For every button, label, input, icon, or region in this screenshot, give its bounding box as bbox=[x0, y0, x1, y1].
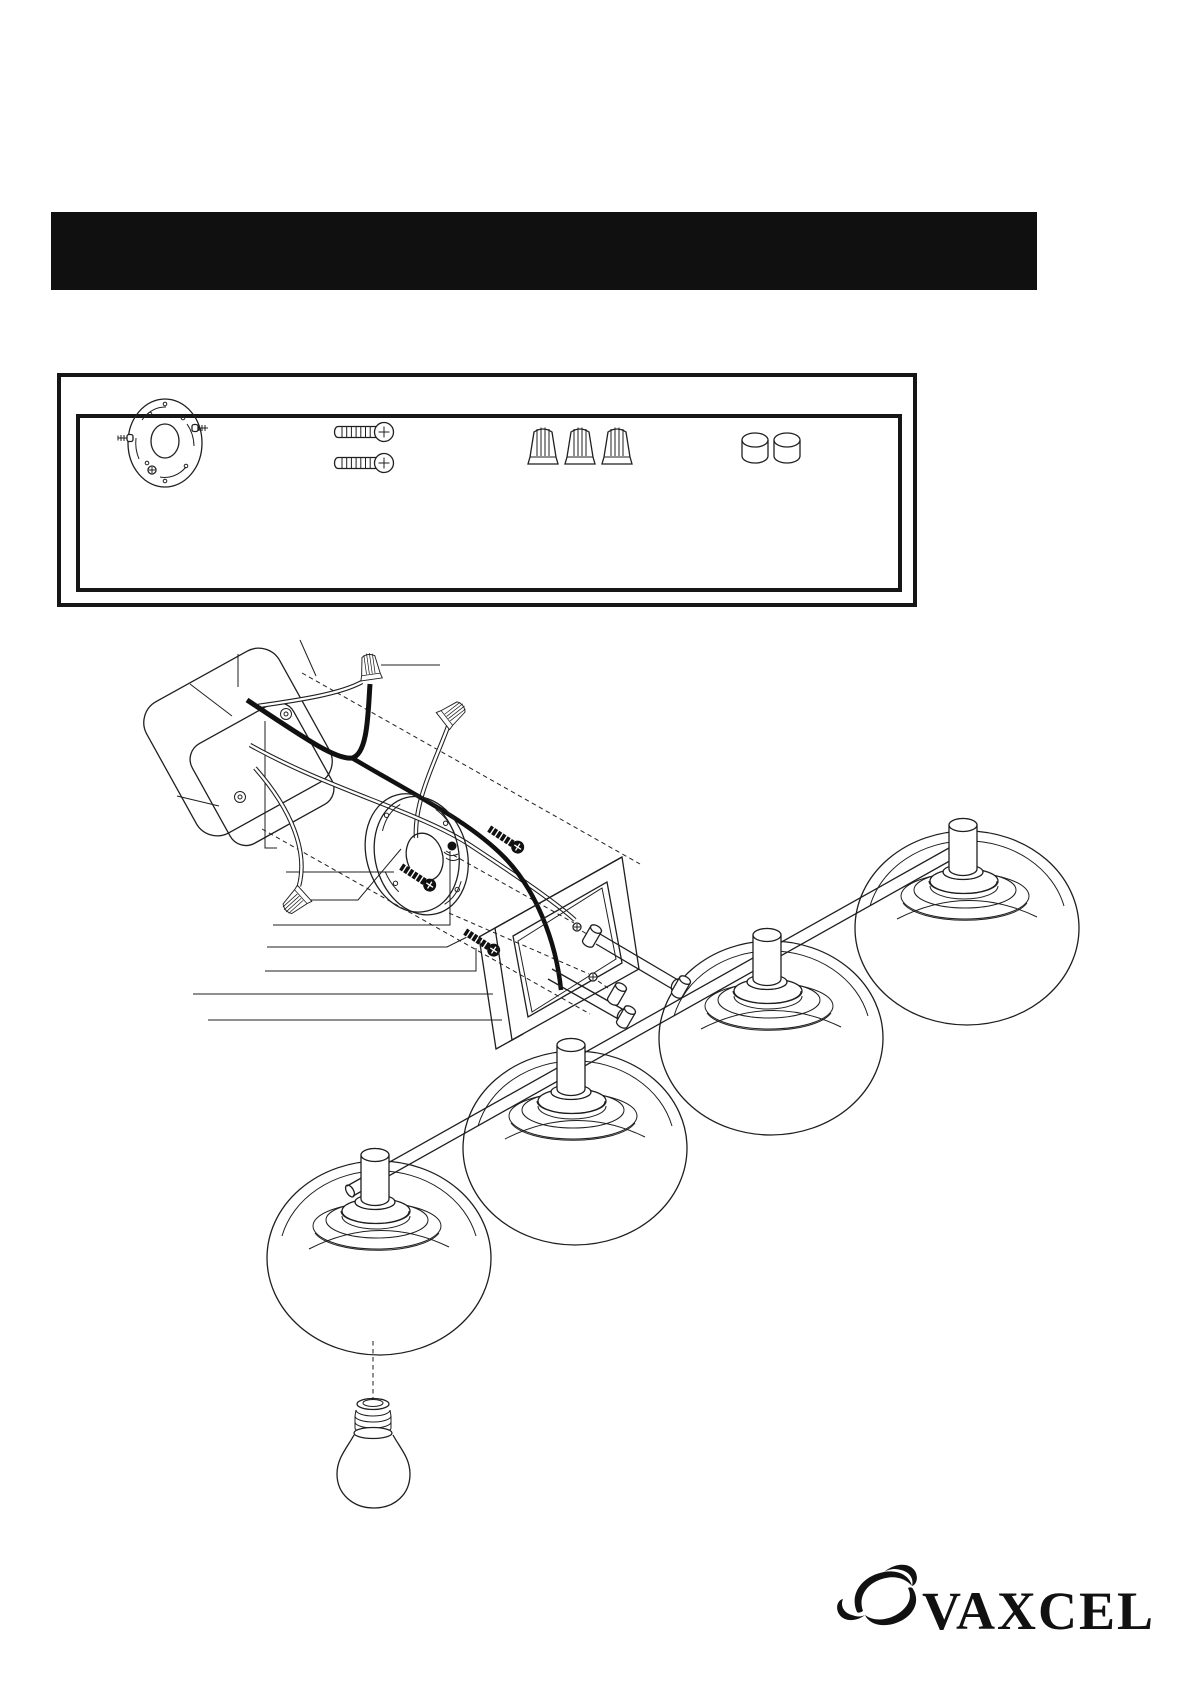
crossbar-mounting-plate bbox=[352, 781, 481, 928]
lamp-socket bbox=[341, 1149, 410, 1230]
vaxcel-logo-text: VAXCEL bbox=[922, 1581, 1156, 1641]
fixture-bar bbox=[344, 839, 971, 1198]
vaxcel-swoosh-icon bbox=[837, 1565, 917, 1625]
socket-caps-part bbox=[742, 433, 800, 463]
glass-shades bbox=[267, 831, 1079, 1355]
vaxcel-logo bbox=[837, 1565, 1155, 1641]
parts-box-outer-frame bbox=[59, 375, 915, 605]
plate-ground-screw-icon bbox=[148, 466, 156, 474]
lamp-sockets bbox=[341, 819, 998, 1230]
mounting-plate-part bbox=[118, 399, 208, 487]
bar-couplers bbox=[615, 974, 692, 1030]
lamp-socket bbox=[733, 929, 802, 1010]
plate-side-screw-icon bbox=[118, 425, 208, 442]
parts-box bbox=[59, 375, 915, 605]
plate-attached-screw bbox=[398, 861, 439, 894]
wire-nuts-part bbox=[528, 428, 632, 465]
leader-mounting-screw-a bbox=[265, 948, 476, 971]
fixture-backplate bbox=[479, 857, 683, 1049]
leader-bottom-wire-nut bbox=[309, 849, 401, 900]
light-bulb bbox=[337, 1341, 410, 1508]
wire-nut-right bbox=[436, 696, 470, 729]
leader-mounting-screw-b bbox=[267, 936, 469, 947]
mounting-screws-part bbox=[335, 423, 394, 473]
wire-nut-bottom bbox=[278, 885, 312, 919]
title-banner bbox=[51, 212, 1037, 290]
threaded-nipples bbox=[548, 923, 683, 1023]
wire-nut-top bbox=[357, 652, 382, 681]
mounting-screw-a bbox=[486, 823, 527, 856]
lamp-socket bbox=[929, 819, 998, 900]
lamp-socket bbox=[537, 1039, 606, 1120]
exploded-assembly-diagram bbox=[135, 640, 1079, 1508]
